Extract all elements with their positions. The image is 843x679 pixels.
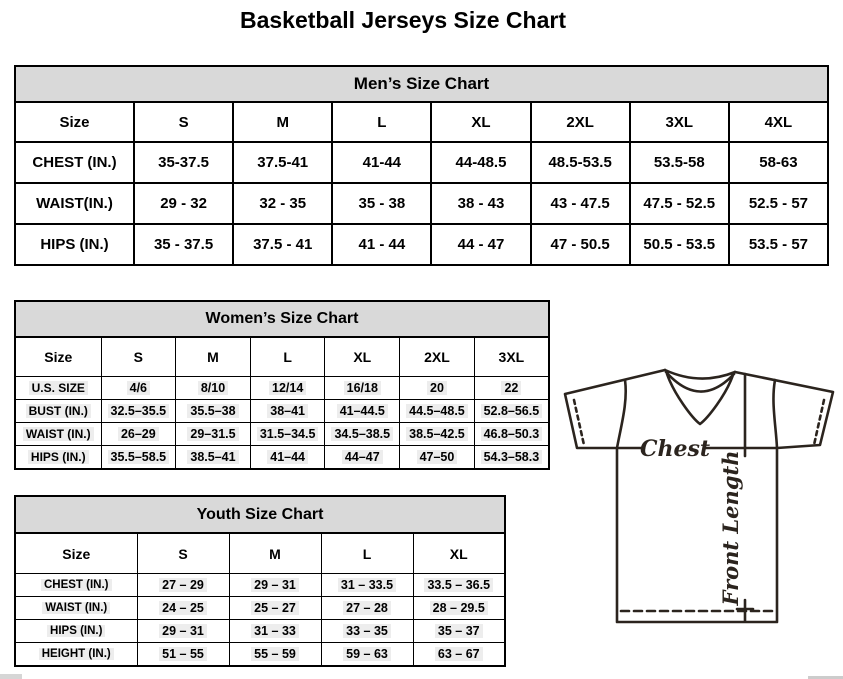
table-cell (176, 400, 251, 423)
cell-text: 34.5–38.5 (331, 427, 393, 441)
column-header: 3XL (630, 102, 729, 142)
table-cell (413, 574, 505, 597)
row-label (15, 620, 137, 643)
row-label: WAIST(IN.) (15, 183, 134, 224)
cell-text: BUST (IN.) (26, 404, 91, 418)
row-label (15, 643, 137, 667)
table-cell (250, 446, 325, 470)
cell-text: 28 – 29.5 (430, 601, 488, 615)
table-cell: 37.5-41 (233, 142, 332, 183)
table-cell: 41-44 (332, 142, 431, 183)
table-row (15, 597, 505, 620)
table-cell (325, 446, 400, 470)
row-label (15, 574, 137, 597)
table-row (15, 224, 828, 265)
table-row (15, 620, 505, 643)
column-header: M (233, 102, 332, 142)
cell-text: 8/10 (198, 381, 228, 395)
column-header: S (134, 102, 233, 142)
jersey-diagram (555, 360, 843, 640)
cell-text: 31 – 33.5 (338, 578, 396, 592)
table-cell (325, 423, 400, 446)
column-header: Size (15, 533, 137, 574)
table-cell (474, 400, 549, 423)
table-cell (250, 377, 325, 400)
table-cell (176, 423, 251, 446)
row-label: HIPS (IN.) (15, 224, 134, 265)
cell-text: HEIGHT (IN.) (39, 648, 114, 660)
row-label (15, 597, 137, 620)
table-cell (137, 643, 229, 667)
table-row (15, 400, 549, 423)
row-label (15, 400, 101, 423)
cell-text: 55 – 59 (251, 647, 299, 661)
cell-text: 4/6 (127, 381, 150, 395)
table-row (15, 643, 505, 667)
cell-text: 29 – 31 (251, 578, 299, 592)
cell-text: 33 – 35 (343, 624, 391, 638)
table-cell: 53.5-58 (630, 142, 729, 183)
cell-text: 47–50 (417, 450, 458, 464)
mens-size-chart-table (14, 65, 829, 266)
table-cell (137, 597, 229, 620)
table-cell (413, 643, 505, 667)
table-cell: 32 - 35 (233, 183, 332, 224)
table-cell (321, 620, 413, 643)
table-cell (101, 446, 176, 470)
table-cell (137, 620, 229, 643)
column-header: Size (15, 102, 134, 142)
table-title-row (15, 66, 828, 102)
youth-table-title: Youth Size Chart (15, 496, 505, 533)
table-cell (101, 423, 176, 446)
table-cell: 43 - 47.5 (531, 183, 630, 224)
chest-label: Chest (639, 436, 711, 462)
cell-text: 38.5–42.5 (406, 427, 468, 441)
table-cell (474, 423, 549, 446)
table-cell (400, 377, 475, 400)
table-cell: 29 - 32 (134, 183, 233, 224)
cell-text: 31 – 33 (251, 624, 299, 638)
table-cell: 41 - 44 (332, 224, 431, 265)
table-cell: 52.5 - 57 (729, 183, 828, 224)
column-header: L (250, 337, 325, 377)
table-row (15, 142, 828, 183)
cell-text: 41–44.5 (337, 404, 388, 418)
table-cell (229, 643, 321, 667)
row-label (15, 423, 101, 446)
cropped-element-fragment (0, 674, 22, 679)
mens-table-title: Men’s Size Chart (15, 66, 828, 102)
table-cell (321, 643, 413, 667)
cell-text: 38.5–41 (187, 450, 238, 464)
table-row (15, 446, 549, 470)
cell-text: 12/14 (269, 381, 306, 395)
cell-text: 35.5–58.5 (108, 450, 170, 464)
table-cell (413, 597, 505, 620)
column-header: XL (431, 102, 530, 142)
cell-text: 52.8–56.5 (481, 404, 543, 418)
cell-text: 29–31.5 (187, 427, 238, 441)
column-header: S (137, 533, 229, 574)
table-cell (400, 400, 475, 423)
table-cell: 35 - 38 (332, 183, 431, 224)
table-cell (321, 597, 413, 620)
table-cell (137, 574, 229, 597)
cell-text: 44–47 (342, 450, 383, 464)
table-cell (176, 446, 251, 470)
table-cell (474, 446, 549, 470)
table-cell (474, 377, 549, 400)
cell-text: 27 – 28 (343, 601, 391, 615)
front-length-label: Front Length (718, 450, 743, 606)
column-header: XL (413, 533, 505, 574)
table-cell (101, 377, 176, 400)
table-cell (400, 446, 475, 470)
column-header: 3XL (474, 337, 549, 377)
column-header: 2XL (531, 102, 630, 142)
cell-text: WAIST (IN.) (23, 427, 94, 441)
cell-text: WAIST (IN.) (42, 602, 110, 614)
table-cell: 58-63 (729, 142, 828, 183)
jersey-outline (565, 370, 833, 622)
table-cell (325, 377, 400, 400)
table-cell (229, 620, 321, 643)
column-header: 2XL (400, 337, 475, 377)
column-header: 4XL (729, 102, 828, 142)
column-header: L (321, 533, 413, 574)
column-header: M (229, 533, 321, 574)
table-cell (229, 574, 321, 597)
table-cell: 35 - 37.5 (134, 224, 233, 265)
cell-text: 24 – 25 (159, 601, 207, 615)
cell-text: 20 (427, 381, 447, 395)
youth-size-chart-table (14, 495, 506, 667)
cell-text: U.S. SIZE (29, 381, 88, 395)
jersey-collar (665, 370, 735, 424)
table-cell (229, 597, 321, 620)
cell-text: 35 – 37 (435, 624, 483, 638)
cell-text: 59 – 63 (343, 647, 391, 661)
table-cell: 44 - 47 (431, 224, 530, 265)
cell-text: 29 – 31 (159, 624, 207, 638)
table-cell (250, 400, 325, 423)
cell-text: 41–44 (267, 450, 308, 464)
table-cell (325, 400, 400, 423)
cell-text: 35.5–38 (187, 404, 238, 418)
table-cell: 38 - 43 (431, 183, 530, 224)
table-header-row (15, 102, 828, 142)
table-cell (176, 377, 251, 400)
womens-size-chart-table (14, 300, 550, 470)
table-cell: 50.5 - 53.5 (630, 224, 729, 265)
table-cell (321, 574, 413, 597)
table-cell: 47 - 50.5 (531, 224, 630, 265)
table-cell: 48.5-53.5 (531, 142, 630, 183)
cell-text: 22 (501, 381, 521, 395)
table-title-row (15, 301, 549, 337)
column-header: L (332, 102, 431, 142)
cell-text: 27 – 29 (159, 578, 207, 592)
table-cell: 53.5 - 57 (729, 224, 828, 265)
column-header: M (176, 337, 251, 377)
column-header: XL (325, 337, 400, 377)
table-cell (250, 423, 325, 446)
table-cell: 44-48.5 (431, 142, 530, 183)
cell-text: 33.5 – 36.5 (424, 578, 493, 592)
cell-text: CHEST (IN.) (41, 579, 112, 591)
row-label (15, 446, 101, 470)
table-cell: 35-37.5 (134, 142, 233, 183)
cell-text: 38–41 (267, 404, 308, 418)
table-cell (101, 400, 176, 423)
page-title: Basketball Jerseys Size Chart (239, 7, 566, 33)
cell-text: 25 – 27 (251, 601, 299, 615)
table-cell: 47.5 - 52.5 (630, 183, 729, 224)
cell-text: 44.5–48.5 (406, 404, 468, 418)
table-row (15, 423, 549, 446)
cell-text: 16/18 (344, 381, 381, 395)
row-label: CHEST (IN.) (15, 142, 134, 183)
cell-text: 54.3–58.3 (481, 450, 543, 464)
womens-table-title: Women’s Size Chart (15, 301, 549, 337)
table-cell: 37.5 - 41 (233, 224, 332, 265)
cell-text: 46.8–50.3 (481, 427, 543, 441)
table-title-row (15, 496, 505, 533)
cell-text: 63 – 67 (435, 647, 483, 661)
cell-text: HIPS (IN.) (28, 450, 89, 464)
table-row (15, 183, 828, 224)
table-row (15, 377, 549, 400)
column-header: Size (15, 337, 101, 377)
cell-text: 31.5–34.5 (257, 427, 319, 441)
table-cell (400, 423, 475, 446)
column-header: S (101, 337, 176, 377)
row-label (15, 377, 101, 400)
cell-text: 26–29 (118, 427, 159, 441)
table-row (15, 574, 505, 597)
table-header-row (15, 337, 549, 377)
cell-text: 51 – 55 (159, 647, 207, 661)
table-cell (413, 620, 505, 643)
cell-text: HIPS (IN.) (47, 625, 105, 637)
cell-text: 32.5–35.5 (108, 404, 170, 418)
table-header-row (15, 533, 505, 574)
